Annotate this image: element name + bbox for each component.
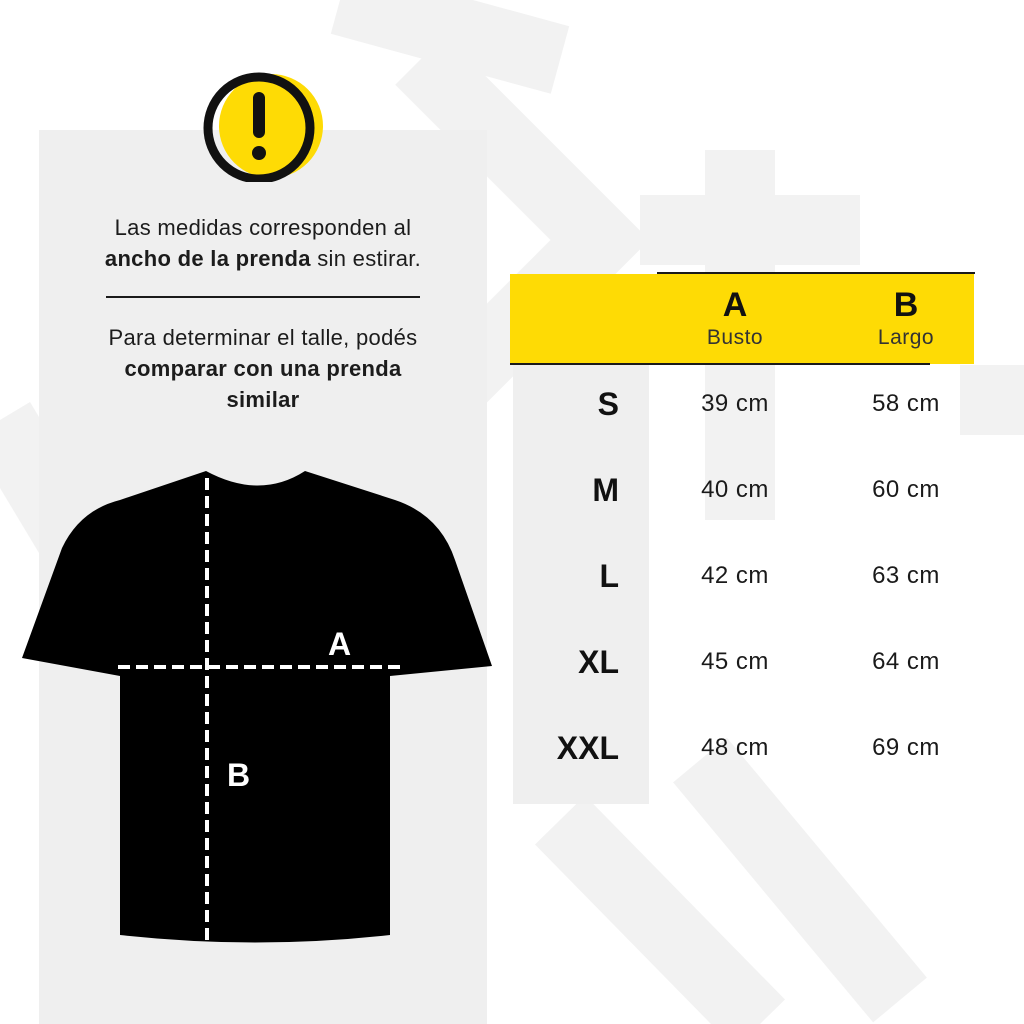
size-label: XL — [578, 644, 619, 680]
size-label: L — [599, 558, 619, 594]
largo-value: 64 cm — [872, 648, 940, 675]
column-head-a — [660, 287, 810, 351]
largo-value: 60 cm — [872, 476, 940, 503]
note-line2-bold: ancho de la prenda — [104, 246, 311, 271]
busto-value: 40 cm — [701, 476, 769, 503]
size-label: XXL — [556, 730, 619, 766]
tip-line3-bold: similar — [226, 387, 300, 412]
column-head-b — [831, 287, 981, 351]
busto-value: 48 cm — [701, 734, 769, 761]
size-label: S — [597, 386, 619, 422]
largo-value: 58 cm — [872, 390, 940, 417]
column-name: Busto — [706, 326, 764, 349]
note-line1: Las medidas corresponden al — [114, 215, 412, 240]
busto-value: 42 cm — [701, 562, 769, 589]
column-letter: A — [722, 286, 748, 324]
table-row — [513, 556, 973, 596]
tip-line1: Para determinar el talle, podés — [108, 325, 418, 350]
busto-value: 45 cm — [701, 648, 769, 675]
note-divider — [106, 296, 420, 298]
largo-value: 63 cm — [872, 562, 940, 589]
tip-line2-bold: comparar con una prenda — [124, 356, 402, 381]
exclamation-circle-icon — [200, 72, 330, 182]
table-row — [513, 384, 973, 424]
sizing-tip — [60, 322, 466, 415]
largo-value: 69 cm — [872, 734, 940, 761]
size-label: M — [592, 472, 619, 508]
column-name: Largo — [877, 326, 935, 349]
header-bottom-rule — [510, 363, 930, 365]
diagram-label-b: B — [227, 757, 251, 793]
note-line2: sin estirar. — [310, 246, 422, 271]
measurement-note — [60, 212, 466, 274]
busto-value: 39 cm — [701, 390, 769, 417]
diagram-label-a: A — [328, 626, 352, 662]
tshirt-diagram — [0, 450, 520, 970]
table-row — [513, 728, 973, 768]
tshirt-silhouette — [22, 471, 492, 943]
table-row — [513, 642, 973, 682]
table-row — [513, 470, 973, 510]
header-top-rule — [657, 272, 975, 274]
column-letter: B — [893, 286, 919, 324]
